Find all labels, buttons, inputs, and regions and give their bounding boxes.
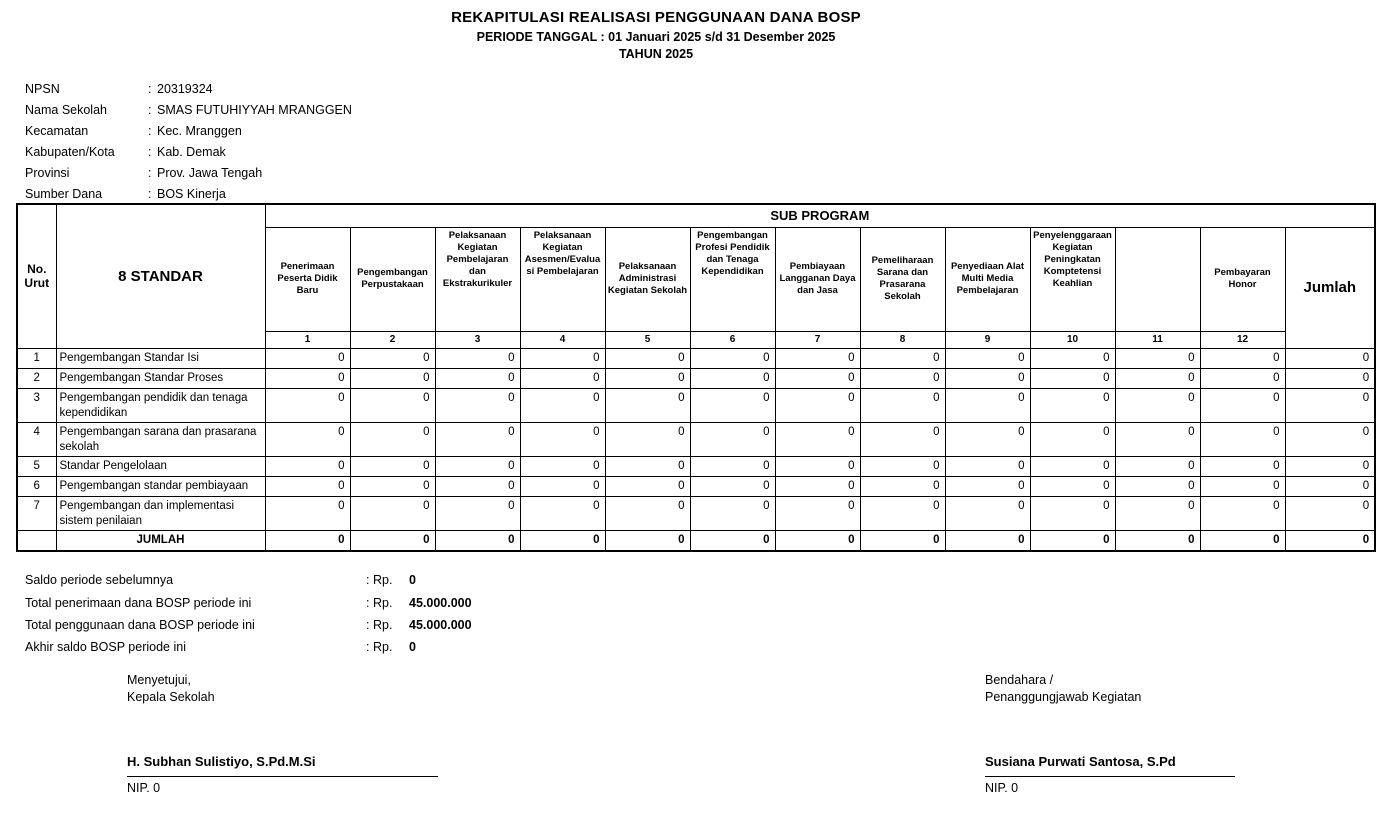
cell-value: 0 <box>520 456 605 476</box>
row-standar-name: Pengembangan sarana dan prasarana sekolah <box>56 422 265 456</box>
cell-value: 0 <box>265 476 350 496</box>
cell-value: 0 <box>265 422 350 456</box>
cell-value: 0 <box>350 388 435 422</box>
cell-value: 0 <box>1115 388 1200 422</box>
school-info-value: Kec. Mranggen <box>157 123 242 138</box>
cell-value: 0 <box>1200 476 1285 496</box>
total-cell-value: 0 <box>1115 530 1200 551</box>
row-number: 4 <box>17 422 56 456</box>
school-info-colon: : <box>148 123 152 138</box>
cell-value: 0 <box>1285 422 1375 456</box>
cell-value: 0 <box>1030 456 1115 476</box>
summary-row <box>25 614 472 636</box>
cell-value: 0 <box>690 456 775 476</box>
total-row-label: JUMLAH <box>56 530 265 551</box>
cell-value: 0 <box>945 496 1030 530</box>
cell-value: 0 <box>435 456 520 476</box>
summary-value: 45.000.000 <box>409 617 472 632</box>
cell-value: 0 <box>775 476 860 496</box>
summary-colon: : <box>366 617 370 632</box>
summary-label: Total penerimaan dana BOSP periode ini <box>25 595 252 610</box>
signature-role-line: Menyetujui, <box>127 673 191 687</box>
cell-value: 0 <box>605 388 690 422</box>
school-info-label: Kecamatan <box>25 123 89 138</box>
table-row <box>17 496 1375 530</box>
cell-value: 0 <box>1115 422 1200 456</box>
sub-program-label: Pembiayaan Langganan Daya dan Jasa <box>775 227 860 331</box>
report-year: TAHUN 2025 <box>618 47 694 61</box>
cell-value: 0 <box>520 348 605 368</box>
school-info-value: Kab. Demak <box>157 144 226 159</box>
cell-value: 0 <box>605 456 690 476</box>
total-cell-value: 0 <box>520 530 605 551</box>
total-cell-value: 0 <box>350 530 435 551</box>
sub-program-label: Pelaksanaan Kegiatan Asesmen/Evaluasi Pembelajaran <box>520 227 605 331</box>
cell-value: 0 <box>265 456 350 476</box>
signature-role-line: Kepala Sekolah <box>127 690 215 704</box>
cell-value: 0 <box>1030 348 1115 368</box>
cell-value: 0 <box>1115 476 1200 496</box>
cell-value: 0 <box>860 476 945 496</box>
table-row <box>17 456 1375 476</box>
cell-value: 0 <box>775 368 860 388</box>
report-title: REKAPITULASI REALISASI PENGGUNAAN DANA BOSP <box>451 9 861 26</box>
sub-program-label: Pembayaran Honor <box>1200 227 1285 331</box>
school-info-row <box>25 183 352 204</box>
table-row <box>17 476 1375 496</box>
row-number: 5 <box>17 456 56 476</box>
sub-program-number: 10 <box>1030 331 1115 348</box>
total-cell-value: 0 <box>1200 530 1285 551</box>
cell-value: 0 <box>605 422 690 456</box>
row-standar-name: Pengembangan standar pembiayaan <box>56 476 265 496</box>
summary-colon: : <box>366 595 370 610</box>
summary-row <box>25 636 472 658</box>
cell-value: 0 <box>860 496 945 530</box>
signature-nip: NIP. 0 <box>127 781 161 795</box>
cell-value: 0 <box>605 476 690 496</box>
cell-value: 0 <box>605 368 690 388</box>
cell-value: 0 <box>1030 496 1115 530</box>
cell-value: 0 <box>520 368 605 388</box>
school-info-value: SMAS FUTUHIYYAH MRANGGEN <box>157 102 352 117</box>
sub-program-number: 1 <box>265 331 350 348</box>
cell-value: 0 <box>945 456 1030 476</box>
school-info-value: 20319324 <box>157 81 213 96</box>
table-row <box>17 422 1375 456</box>
cell-value: 0 <box>1200 456 1285 476</box>
cell-value: 0 <box>435 422 520 456</box>
cell-value: 0 <box>945 422 1030 456</box>
cell-value: 0 <box>690 476 775 496</box>
cell-value: 0 <box>690 388 775 422</box>
cell-value: 0 <box>350 422 435 456</box>
cell-value: 0 <box>520 476 605 496</box>
total-cell-value: 0 <box>860 530 945 551</box>
sub-program-label: Pengembangan Profesi Pendidik dan Tenaga Kependidikan <box>690 227 775 331</box>
table-row <box>17 368 1375 388</box>
cell-value: 0 <box>775 422 860 456</box>
cell-value: 0 <box>435 388 520 422</box>
summary-currency-prefix: Rp. <box>373 617 393 632</box>
cell-value: 0 <box>1200 368 1285 388</box>
summary-row <box>25 591 472 613</box>
school-info-row <box>25 78 352 99</box>
cell-value: 0 <box>1200 496 1285 530</box>
row-number: 7 <box>17 496 56 530</box>
school-info-label: NPSN <box>25 81 60 96</box>
report-table <box>16 203 1376 552</box>
cell-value: 0 <box>350 476 435 496</box>
sub-program-number: 9 <box>945 331 1030 348</box>
summary-label: Total penggunaan dana BOSP periode ini <box>25 617 255 632</box>
row-standar-name: Pengembangan Standar Isi <box>56 348 265 368</box>
cell-value: 0 <box>690 348 775 368</box>
cell-value: 0 <box>1200 348 1285 368</box>
sub-program-label: Penerimaan Peserta Didik Baru <box>265 227 350 331</box>
school-info-value: BOS Kinerja <box>157 186 226 201</box>
cell-value: 0 <box>350 456 435 476</box>
sub-program-number: 7 <box>775 331 860 348</box>
cell-value: 0 <box>1285 496 1375 530</box>
summary-value: 0 <box>409 640 416 655</box>
cell-value: 0 <box>1200 388 1285 422</box>
cell-value: 0 <box>265 348 350 368</box>
row-standar-name: Pengembangan pendidik dan tenaga kependidikan <box>56 388 265 422</box>
sub-program-label: Penyelenggaraan Kegiatan Peningkatan Komptetensi Keahlian <box>1030 227 1115 331</box>
summary-currency-prefix: Rp. <box>373 573 393 588</box>
cell-value: 0 <box>435 496 520 530</box>
cell-value: 0 <box>520 496 605 530</box>
school-info <box>25 78 352 204</box>
cell-value: 0 <box>945 388 1030 422</box>
sub-program-number: 12 <box>1200 331 1285 348</box>
col-header-jumlah: Jumlah <box>1285 227 1375 348</box>
sub-program-number: 3 <box>435 331 520 348</box>
cell-value: 0 <box>605 348 690 368</box>
cell-value: 0 <box>1285 368 1375 388</box>
cell-value: 0 <box>1030 422 1115 456</box>
row-number: 6 <box>17 476 56 496</box>
cell-value: 0 <box>775 348 860 368</box>
row-number: 2 <box>17 368 56 388</box>
summary-label: Saldo periode sebelumnya <box>25 573 174 588</box>
school-info-colon: : <box>148 102 152 117</box>
total-row-empty-cell <box>17 530 56 551</box>
cell-value: 0 <box>860 348 945 368</box>
cell-value: 0 <box>1200 422 1285 456</box>
signature-nip: NIP. 0 <box>985 781 1019 795</box>
cell-value: 0 <box>690 496 775 530</box>
cell-value: 0 <box>520 422 605 456</box>
school-info-colon: : <box>148 81 152 96</box>
sub-program-label: Pengembangan Perpustakaan <box>350 227 435 331</box>
summary-colon: : <box>366 573 370 588</box>
col-header-8-standar: 8 STANDAR <box>56 204 265 348</box>
cell-value: 0 <box>1115 348 1200 368</box>
cell-value: 0 <box>945 476 1030 496</box>
cell-value: 0 <box>1285 456 1375 476</box>
signature-line <box>985 776 1235 777</box>
cell-value: 0 <box>1030 368 1115 388</box>
sub-program-number: 2 <box>350 331 435 348</box>
cell-value: 0 <box>435 476 520 496</box>
signature-name: H. Subhan Sulistiyo, S.Pd.M.Si <box>127 754 316 769</box>
cell-value: 0 <box>860 422 945 456</box>
cell-value: 0 <box>350 368 435 388</box>
signature-role-line: Bendahara / <box>985 673 1054 687</box>
sub-program-number: 4 <box>520 331 605 348</box>
row-standar-name: Pengembangan Standar Proses <box>56 368 265 388</box>
cell-value: 0 <box>775 456 860 476</box>
col-header-no-urut: No. Urut <box>17 204 56 348</box>
table-row <box>17 388 1375 422</box>
sub-program-label: Penyediaan Alat Multi Media Pembelajaran <box>945 227 1030 331</box>
cell-value: 0 <box>605 496 690 530</box>
school-info-row <box>25 99 352 120</box>
summary-label: Akhir saldo BOSP periode ini <box>25 640 186 655</box>
signature-name: Susiana Purwati Santosa, S.Pd <box>985 754 1176 769</box>
school-info-colon: : <box>148 186 152 201</box>
cell-value: 0 <box>435 368 520 388</box>
cell-value: 0 <box>860 456 945 476</box>
cell-value: 0 <box>1115 496 1200 530</box>
signature-role-line: Penanggungjawab Kegiatan <box>985 690 1142 704</box>
signature-line <box>127 776 438 777</box>
cell-value: 0 <box>860 388 945 422</box>
school-info-label: Sumber Dana <box>25 186 103 201</box>
total-cell-value: 0 <box>1030 530 1115 551</box>
summary-value: 0 <box>409 573 416 588</box>
sub-program-number: 11 <box>1115 331 1200 348</box>
cell-value: 0 <box>1285 388 1375 422</box>
cell-value: 0 <box>1115 368 1200 388</box>
sub-program-label: Pelaksanaan Administrasi Kegiatan Sekolah <box>605 227 690 331</box>
total-cell-value: 0 <box>265 530 350 551</box>
cell-value: 0 <box>265 496 350 530</box>
cell-value: 0 <box>350 348 435 368</box>
school-info-row <box>25 141 352 162</box>
cell-value: 0 <box>265 388 350 422</box>
cell-value: 0 <box>690 368 775 388</box>
summary-section <box>25 569 472 659</box>
school-info-colon: : <box>148 144 152 159</box>
cell-value: 0 <box>945 348 1030 368</box>
total-cell-value: 0 <box>435 530 520 551</box>
summary-value: 45.000.000 <box>409 595 472 610</box>
school-info-label: Nama Sekolah <box>25 102 107 117</box>
row-number: 3 <box>17 388 56 422</box>
school-info-row <box>25 162 352 183</box>
total-cell-value: 0 <box>605 530 690 551</box>
cell-value: 0 <box>1285 348 1375 368</box>
cell-value: 0 <box>1030 476 1115 496</box>
cell-value: 0 <box>690 422 775 456</box>
cell-value: 0 <box>520 388 605 422</box>
school-info-row <box>25 120 352 141</box>
row-standar-name: Standar Pengelolaan <box>56 456 265 476</box>
table-row <box>17 348 1375 368</box>
table-header-band <box>17 204 1375 227</box>
summary-currency-prefix: Rp. <box>373 595 393 610</box>
sub-program-label: Pemeliharaan Sarana dan Prasarana Sekolah <box>860 227 945 331</box>
cell-value: 0 <box>1115 456 1200 476</box>
cell-value: 0 <box>435 348 520 368</box>
sub-program-label <box>1115 227 1200 331</box>
sub-program-number: 8 <box>860 331 945 348</box>
signature-block-bendahara <box>985 672 1285 795</box>
summary-row <box>25 569 472 591</box>
cell-value: 0 <box>265 368 350 388</box>
cell-value: 0 <box>775 388 860 422</box>
summary-colon: : <box>366 640 370 655</box>
report-header <box>0 9 1312 61</box>
sub-program-label: Pelaksanaan Kegiatan Pembelajaran dan Ekstrakurikuler <box>435 227 520 331</box>
cell-value: 0 <box>350 496 435 530</box>
cell-value: 0 <box>1285 476 1375 496</box>
summary-currency-prefix: Rp. <box>373 640 393 655</box>
school-info-label: Kabupaten/Kota <box>25 144 115 159</box>
sub-program-number: 5 <box>605 331 690 348</box>
school-info-label: Provinsi <box>25 165 70 180</box>
sub-program-number: 6 <box>690 331 775 348</box>
school-info-value: Prov. Jawa Tengah <box>157 165 263 180</box>
total-cell-value: 0 <box>775 530 860 551</box>
row-standar-name: Pengembangan dan implementasi sistem penilaian <box>56 496 265 530</box>
cell-value: 0 <box>945 368 1030 388</box>
total-cell-value: 0 <box>690 530 775 551</box>
signature-block-kepala-sekolah <box>127 672 457 795</box>
total-cell-value: 0 <box>1285 530 1375 551</box>
school-info-colon: : <box>148 165 152 180</box>
report-period: PERIODE TANGGAL : 01 Januari 2025 s/d 31 Desember 2025 <box>476 30 836 44</box>
cell-value: 0 <box>860 368 945 388</box>
cell-value: 0 <box>1030 388 1115 422</box>
col-header-sub-program: SUB PROGRAM <box>265 204 1375 227</box>
total-cell-value: 0 <box>945 530 1030 551</box>
row-number: 1 <box>17 348 56 368</box>
total-row <box>17 530 1375 551</box>
cell-value: 0 <box>775 496 860 530</box>
